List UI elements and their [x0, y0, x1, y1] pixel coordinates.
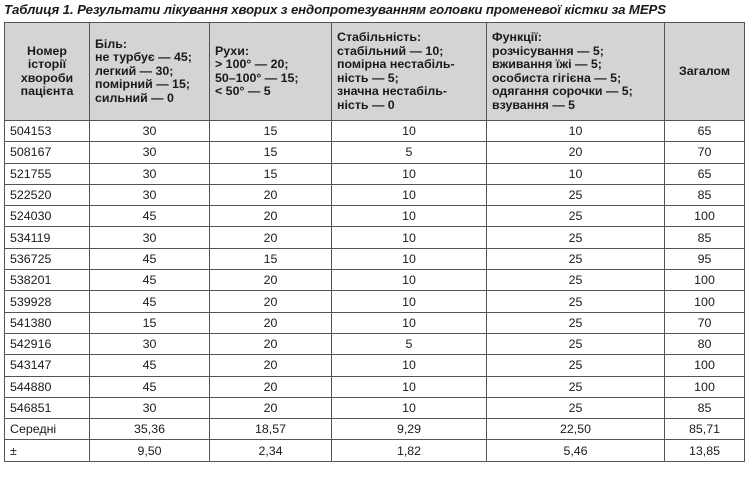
motion-score-cell: 20 — [210, 355, 332, 376]
header-line: сильний — 0 — [95, 90, 174, 105]
patient-id-cell: 543147 — [5, 355, 90, 376]
pain-score-cell: 30 — [90, 397, 210, 418]
header-total — [665, 23, 745, 121]
function-score-cell: 10 — [487, 163, 665, 184]
motion-score-cell: 18,57 — [210, 419, 332, 440]
patient-id-cell: 541380 — [5, 312, 90, 333]
header-stability — [332, 23, 487, 121]
table-row — [5, 121, 745, 142]
patient-id-cell: ± — [5, 440, 90, 461]
stability-score-cell: 10 — [332, 312, 487, 333]
table-row — [5, 397, 745, 418]
header-row — [5, 23, 745, 121]
motion-score-cell: 15 — [210, 121, 332, 142]
function-score-cell: 5,46 — [487, 440, 665, 461]
header-line: помірний — 15; — [95, 77, 190, 92]
total-score-cell: 85,71 — [665, 419, 745, 440]
patient-id-cell: 544880 — [5, 376, 90, 397]
function-score-cell: 22,50 — [487, 419, 665, 440]
pain-score-cell: 30 — [90, 184, 210, 205]
total-score-cell: 100 — [665, 291, 745, 312]
stability-score-cell: 1,82 — [332, 440, 487, 461]
patient-id-cell: 546851 — [5, 397, 90, 418]
function-score-cell: 25 — [487, 376, 665, 397]
header-line: одягання сорочки — 5; — [492, 84, 633, 98]
total-score-cell: 85 — [665, 397, 745, 418]
table-row — [5, 312, 745, 333]
pain-score-cell: 30 — [90, 121, 210, 142]
motion-score-cell: 20 — [210, 206, 332, 227]
motion-score-cell: 20 — [210, 291, 332, 312]
total-score-cell: 95 — [665, 248, 745, 269]
patient-id-cell: Середні — [5, 419, 90, 440]
header-line: пацієнта — [20, 84, 74, 98]
motion-score-cell: 15 — [210, 142, 332, 163]
patient-id-cell: 536725 — [5, 248, 90, 269]
stability-score-cell: 10 — [332, 227, 487, 248]
pain-score-cell: 30 — [90, 163, 210, 184]
function-score-cell: 25 — [487, 291, 665, 312]
stability-score-cell: 10 — [332, 397, 487, 418]
header-line: помірна нестабіль- — [337, 57, 455, 71]
pain-score-cell: 30 — [90, 142, 210, 163]
total-score-cell: 85 — [665, 227, 745, 248]
header-line: Функції: — [492, 30, 542, 44]
function-score-cell: 25 — [487, 184, 665, 205]
motion-score-cell: 20 — [210, 397, 332, 418]
patient-id-cell: 508167 — [5, 142, 90, 163]
header-patient-number — [5, 23, 90, 121]
pain-score-cell: 9,50 — [90, 440, 210, 461]
function-score-cell: 25 — [487, 333, 665, 354]
patient-id-cell: 522520 — [5, 184, 90, 205]
table-row — [5, 376, 745, 397]
stability-score-cell: 5 — [332, 142, 487, 163]
header-pain — [90, 23, 210, 121]
pain-score-cell: 15 — [90, 312, 210, 333]
header-line: взування — 5 — [492, 97, 576, 112]
total-score-cell: 65 — [665, 163, 745, 184]
header-line: не турбує — 45; — [95, 50, 192, 65]
stability-score-cell: 10 — [332, 248, 487, 269]
function-score-cell: 20 — [487, 142, 665, 163]
total-score-cell: 100 — [665, 270, 745, 291]
motion-score-cell: 20 — [210, 312, 332, 333]
patient-id-cell: 521755 — [5, 163, 90, 184]
results-table — [4, 22, 745, 462]
stability-score-cell: 10 — [332, 376, 487, 397]
table-row — [5, 206, 745, 227]
header-line: хвороби — [20, 70, 74, 85]
header-line: ність — 5; — [337, 70, 399, 85]
summary-row — [5, 440, 745, 461]
pain-score-cell: 45 — [90, 206, 210, 227]
pain-score-cell: 30 — [90, 333, 210, 354]
pain-score-cell: 35,36 — [90, 419, 210, 440]
total-score-cell: 100 — [665, 206, 745, 227]
patient-id-cell: 504153 — [5, 121, 90, 142]
patient-id-cell: 542916 — [5, 333, 90, 354]
pain-score-cell: 45 — [90, 291, 210, 312]
pain-score-cell: 30 — [90, 227, 210, 248]
total-score-cell: 70 — [665, 142, 745, 163]
motion-score-cell: 2,34 — [210, 440, 332, 461]
header-line: Біль: — [95, 36, 127, 51]
stability-score-cell: 9,29 — [332, 419, 487, 440]
pain-score-cell: 45 — [90, 355, 210, 376]
table-row — [5, 291, 745, 312]
patient-id-cell: 538201 — [5, 270, 90, 291]
function-score-cell: 25 — [487, 270, 665, 291]
header-motion — [210, 23, 332, 121]
table-row — [5, 227, 745, 248]
total-score-cell: 100 — [665, 376, 745, 397]
table-row — [5, 142, 745, 163]
total-score-cell: 80 — [665, 333, 745, 354]
patient-id-cell: 524030 — [5, 206, 90, 227]
header-line: легкий — 30; — [95, 63, 174, 78]
table-row — [5, 248, 745, 269]
header-line: вживання їжі — 5; — [492, 57, 602, 71]
pain-score-cell: 45 — [90, 248, 210, 269]
function-score-cell: 25 — [487, 312, 665, 333]
motion-score-cell: 20 — [210, 227, 332, 248]
stability-score-cell: 10 — [332, 163, 487, 184]
function-score-cell: 25 — [487, 355, 665, 376]
function-score-cell: 25 — [487, 206, 665, 227]
stability-score-cell: 10 — [332, 355, 487, 376]
function-score-cell: 10 — [487, 121, 665, 142]
total-score-cell: 13,85 — [665, 440, 745, 461]
header-line: Рухи: — [215, 43, 249, 58]
patient-id-cell: 539928 — [5, 291, 90, 312]
patient-id-cell: 534119 — [5, 227, 90, 248]
total-score-cell: 65 — [665, 121, 745, 142]
motion-score-cell: 15 — [210, 163, 332, 184]
header-line: стабільний — 10; — [337, 43, 444, 58]
header-line: особиста гігієна — 5; — [492, 70, 622, 85]
motion-score-cell: 20 — [210, 270, 332, 291]
function-score-cell: 25 — [487, 397, 665, 418]
stability-score-cell: 10 — [332, 184, 487, 205]
stability-score-cell: 10 — [332, 270, 487, 291]
header-function — [487, 23, 665, 121]
header-line: > 100° — 20; — [215, 57, 289, 71]
header-line: < 50° — 5 — [215, 84, 271, 98]
pain-score-cell: 45 — [90, 270, 210, 291]
table-row — [5, 270, 745, 291]
total-score-cell: 70 — [665, 312, 745, 333]
table-row — [5, 184, 745, 205]
function-score-cell: 25 — [487, 227, 665, 248]
summary-row — [5, 419, 745, 440]
function-score-cell: 25 — [487, 248, 665, 269]
motion-score-cell: 20 — [210, 184, 332, 205]
table-row — [5, 333, 745, 354]
table-row — [5, 355, 745, 376]
header-line: 50–100° — 15; — [215, 70, 299, 85]
motion-score-cell: 20 — [210, 333, 332, 354]
header-line: Номер — [27, 43, 67, 58]
stability-score-cell: 10 — [332, 206, 487, 227]
header-line: ність — 0 — [337, 97, 395, 112]
motion-score-cell: 15 — [210, 248, 332, 269]
motion-score-cell: 20 — [210, 376, 332, 397]
table-row — [5, 163, 745, 184]
header-line: Загалом — [679, 63, 730, 78]
header-line: розчісування — 5; — [492, 43, 604, 58]
stability-score-cell: 5 — [332, 333, 487, 354]
total-score-cell: 100 — [665, 355, 745, 376]
pain-score-cell: 45 — [90, 376, 210, 397]
table-caption: Таблиця 1. Результати лікування хворих з ендопротезуванням головки променевої кістки за MEPS — [4, 2, 666, 17]
header-line: історії — [27, 57, 67, 71]
stability-score-cell: 10 — [332, 121, 487, 142]
header-line: Стабільність: — [337, 30, 422, 44]
stability-score-cell: 10 — [332, 291, 487, 312]
total-score-cell: 85 — [665, 184, 745, 205]
header-line: значна нестабіль- — [337, 84, 448, 98]
